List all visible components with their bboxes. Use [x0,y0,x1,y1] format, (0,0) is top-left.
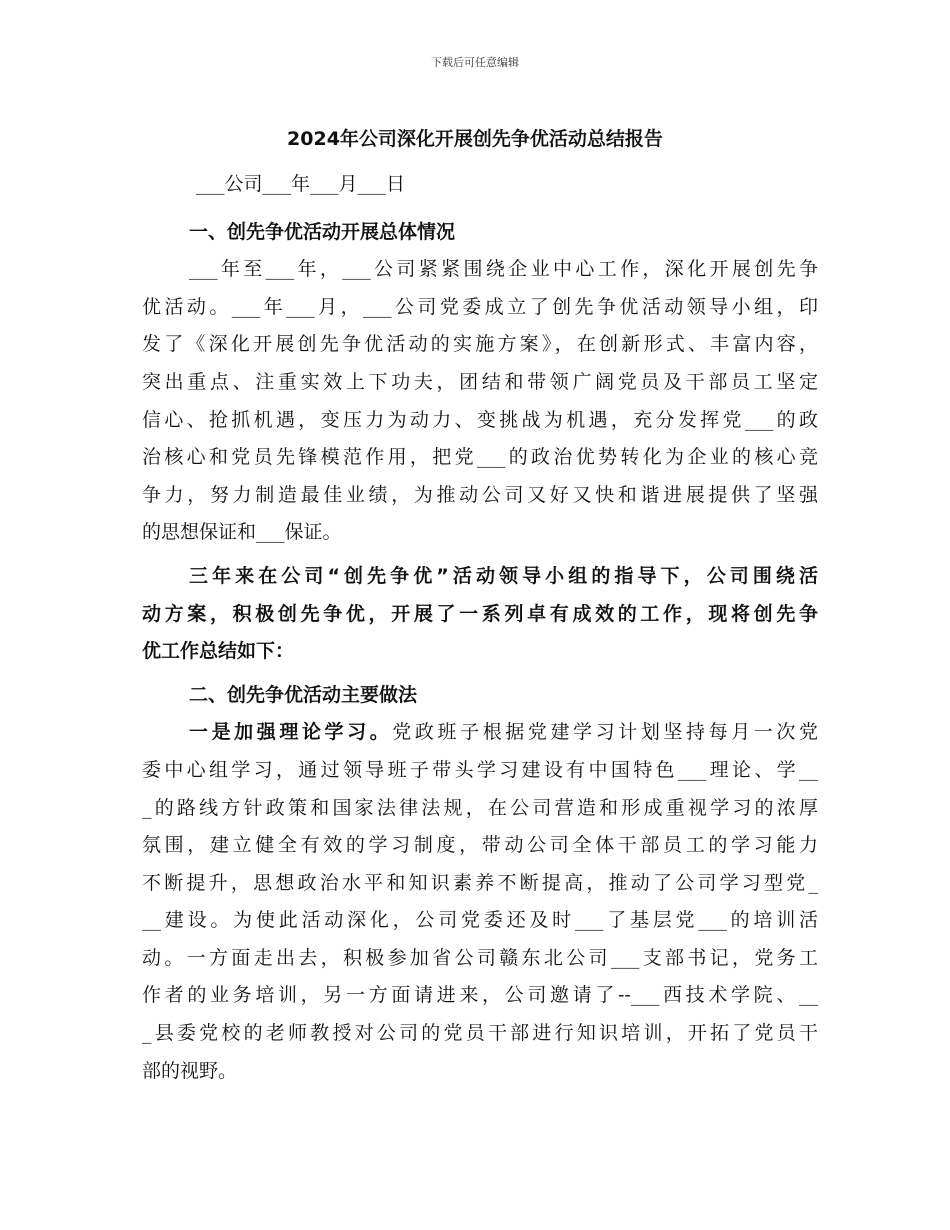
paragraph-line: 委中心组学习，通过领导班子带头学习建设有中国特色___理论、学__ [142,758,818,781]
section1-heading: 一、创先争优活动开展总体情况 [189,220,456,243]
paragraph-line: 氛围，建立健全有效的学习制度，带动公司全体干部员工的学习能力 [142,834,818,857]
section2-heading: 二、创先争优活动主要做法 [189,683,418,706]
document-title: 2024年公司深化开展创先争优活动总结报告 [287,128,663,150]
paragraph-line: 优工作总结如下： [142,640,295,663]
paragraph-line: 发了《深化开展创先争优活动的实施方案》，在创新形式、丰富内容， [142,333,818,356]
paragraph-3 [142,714,818,1090]
paragraph-line: _县委党校的老师教授对公司的党员干部进行知识培训，开拓了党员干 [142,1022,818,1045]
paragraph-line [142,714,818,752]
paragraph-line: 优活动。___年___月，___公司党委成立了创先争优活动领导小组，印 [142,295,818,318]
paragraph-line: 动方案，积极创先争优，开展了一系列卓有成效的工作，现将创先争 [142,602,818,625]
header-note: 下载后可任意编辑 [431,56,519,69]
paragraph-line: 信心、抢抓机遇，变压力为动力、变挑战为机遇，充分发挥党___的政 [142,408,818,431]
paragraph-line: _的路线方针政策和国家法律法规，在公司营造和形成重视学习的浓厚 [142,796,818,819]
date-line: ___公司___年___月___日 [196,173,406,195]
paragraph-line: __建设。为使此活动深化，公司党委还及时___了基层党___的培训活 [142,909,818,932]
paragraph-line: 治核心和党员先锋模范作用，把党___的政治优势转化为企业的核心竞 [142,446,818,469]
paragraph-line: 的思想保证和___保证。 [142,521,342,544]
paragraph-line: 动。一方面走出去，积极参加省公司赣东北公司___支部书记，党务工 [142,946,818,969]
paragraph-1 [142,251,818,552]
paragraph-line: 突出重点、注重实效上下功夫，团结和带领广阔党员及干部员工坚定 [142,370,818,393]
paragraph-line: 三年来在公司“创先争优”活动领导小组的指导下，公司围绕活 [189,564,818,587]
paragraph-2 [142,558,818,671]
paragraph-text: 党政班子根据党建学习计划坚持每月一次党 [392,721,818,744]
paragraph-line: 争力，努力制造最佳业绩，为推动公司又好又快和谐进展提供了坚强 [142,483,818,506]
document-body [142,166,818,1090]
paragraph-line: 不断提升，思想政治水平和知识素养不断提高，推动了公司学习型党_ [142,871,818,894]
paragraph-line: 作者的业务培训，另一方面请进来，公司邀请了--___西技术学院、__ [142,984,818,1007]
paragraph-line: 部的视野。 [142,1059,238,1082]
paragraph-lead: 一是加强理论学习。 [189,721,393,744]
paragraph-line: ___年至___年，___公司紧紧围绕企业中心工作，深化开展创先争 [189,258,818,281]
